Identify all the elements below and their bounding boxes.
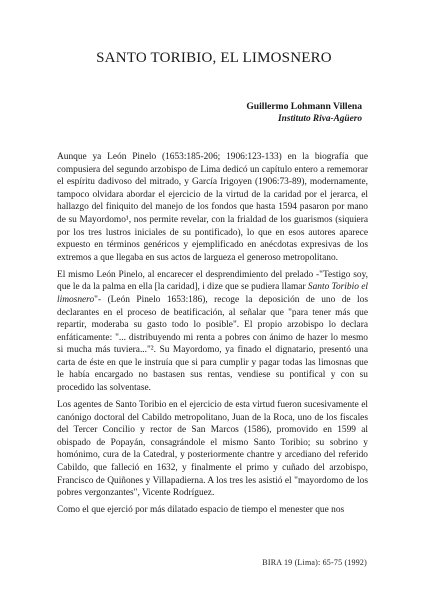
author-block bbox=[246, 101, 362, 125]
paragraph-1-text: Aunque ya León Pinelo (1653:185-206; 1906:123-133) en la biografía que compusiera del segundo arzobispo de Lima dedicó un capítulo entero a rememorar el espíritu dadivoso del mitrado, y García Irigoyen (1906:73-89), modernamente, tampoco olvidara abordar el ejercicio de la virtud de la caridad por el jerarca, el hallazgo del finiquito del manejo de los fondos que hasta 1594 pasaron por mano de su Mayordomo¹, nos permite revelar, con la frialdad de los guarismos (siquiera por los tres lustros iniciales de su pontificado), lo que en esos autores aparece expuesto en términos genéricos y ejemplificado en anécdotas expresivas de los extremos a que llegaba en sus actos de largueza el generoso metropolitano. bbox=[57, 152, 368, 263]
paragraph-3-text: Los agentes de Santo Toribio en el ejercicio de esta virtud fueron sucesivamente el canónigo doctoral del Cabildo metropolitano, Juan de la Roca, uno de los fiscales del Tercer Concilio y rector de San Marcos (1586), promovido en 1599 al obispado de Popayán, consagrándole el mismo Santo Toribio; su sobrino y homónimo, cura de la Catedral, y posteriormente chantre y arcediano del referido Cabildo, que falleció en 1632, y finalmente el primo y cuñado del arzobispo, Francisco de Quiñones y Villapadierna. A los tres les asistió el "mayordomo de los pobres vergonzantes", Vicente Rodríguez. bbox=[57, 400, 368, 499]
journal-citation-footer: BIRA 19 (Lima): 65-75 (1992) bbox=[262, 558, 367, 567]
paragraph-2-text-a: El mismo León Pinelo, al encarecer el desprendimiento del prelado -"Testigo soy, que le da la palma en ella [la caridad], i dize que se pudiera llamar bbox=[57, 269, 368, 293]
paragraph-4 bbox=[57, 504, 368, 517]
paragraph-4-text: Como el que ejerció por más dilatado espacio de tiempo el menester que nos bbox=[57, 505, 345, 516]
paragraph-2-italic-quote: Santo Toribio el limosnero bbox=[57, 282, 369, 305]
author-name: Guillermo Lohmann Villena bbox=[246, 101, 362, 112]
paragraph-1 bbox=[57, 151, 368, 264]
article-title: SANTO TORIBIO, EL LIMOSNERO bbox=[96, 50, 332, 66]
paragraph-3 bbox=[57, 399, 368, 500]
paragraph-2 bbox=[57, 269, 368, 395]
paragraph-2-text-b: "- (León Pinelo 1653:186), recoge la deposición de uno de los declarantes en el proceso de beatificación, al señalar que "para tener más que repartir, moderaba su gasto todo lo posible". El propio arzobispo lo declara enfáticamente: "... distribuyendo mi renta a pobres con ánimo de hazer lo mesmo si mucha más tuviera..."². Su Mayordomo, ya finado el dignatario, presentó una carta de éste en que le instruía que si para cumplir y pagar todas las limosnas que le había encargado no bastasen sus rentas, vendiese su pontifical y con su procedido las solventase. bbox=[57, 294, 368, 394]
article-body bbox=[57, 151, 368, 521]
author-institution: Instituto Riva-Agüero bbox=[278, 114, 362, 124]
